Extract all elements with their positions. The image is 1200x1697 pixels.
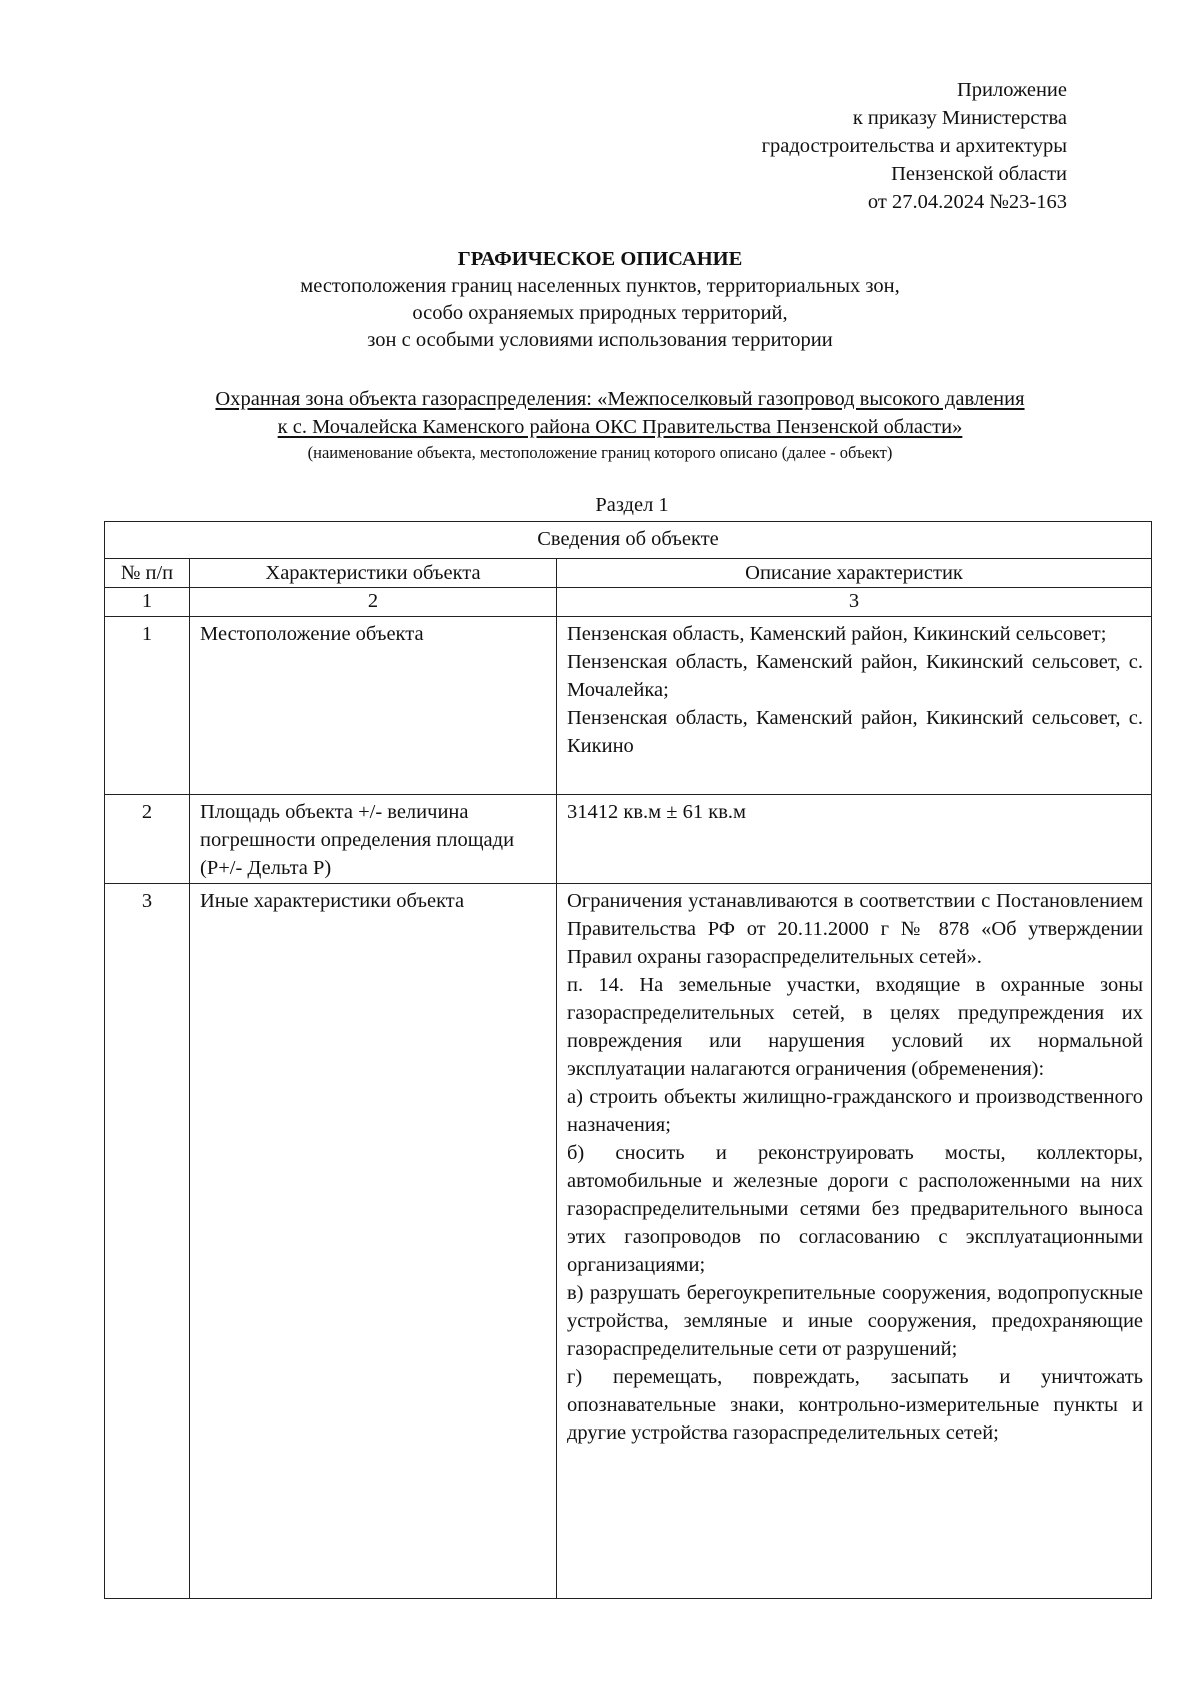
table-row bbox=[105, 617, 1152, 795]
row-description bbox=[557, 884, 1152, 1599]
object-name-line: Охранная зона объекта газораспределения: «Межпоселковый газопровод высокого давления bbox=[215, 388, 1025, 410]
object-name-line: к с. Мочалейска Каменского района ОКС Правительства Пензенской области» bbox=[277, 416, 963, 438]
description-paragraph: Пензенская область, Каменский район, Кикинский сельсовет; bbox=[567, 623, 1107, 645]
row-number: 3 bbox=[105, 884, 190, 1599]
description-paragraph: 31412 кв.м ± 61 кв.м bbox=[567, 801, 746, 823]
description-paragraph: г) перемещать, повреждать, засыпать и уничтожать опознавательные знаки, контрольно-измерительные пункты и другие устройства газораспределительных сетей; bbox=[567, 1366, 1144, 1444]
object-name bbox=[100, 385, 1140, 441]
description-paragraph: п. 14. На земельные участки, входящие в охранные зоны газораспределительных сетей, в целях предупреждения их повреждения или нарушения условий их нормальной эксплуатации налагаются ограничения (обременения): bbox=[567, 974, 1144, 1080]
appendix-line: к приказу Министерства bbox=[852, 107, 1067, 129]
column-number: 1 bbox=[105, 588, 190, 617]
description-paragraph: а) строить объекты жилищно-гражданского и производственного назначения; bbox=[567, 1086, 1144, 1136]
title-block bbox=[0, 246, 1200, 354]
row-characteristic: Площадь объекта +/- величина погрешности определения площади (Р+/- Дельта Р) bbox=[190, 795, 557, 884]
header-description: Описание характеристик bbox=[557, 559, 1152, 588]
section-label: Раздел 1 bbox=[595, 494, 669, 516]
column-number: 3 bbox=[557, 588, 1152, 617]
document-subtitle-line: зон с особыми условиями использования территории bbox=[367, 329, 833, 351]
row-characteristic: Местоположение объекта bbox=[190, 617, 557, 795]
header-characteristic: Характеристики объекта bbox=[190, 559, 557, 588]
description-paragraph: в) разрушать берегоукрепительные сооружения, водопропускные устройства, земляные и иные сооружения, предохраняющие газораспределительные сети от разрушений; bbox=[567, 1282, 1144, 1360]
object-name-note: (наименование объекта, местоположение границ которого описано (далее - объект) bbox=[307, 443, 893, 462]
description-paragraph: Ограничения устанавливаются в соответствии с Постановлением Правительства РФ от 20.11.2000 г № 878 «Об утверждении Правил охраны газораспределительных сетей». bbox=[567, 890, 1144, 968]
row-description bbox=[557, 795, 1152, 884]
header-number: № п/п bbox=[105, 559, 190, 588]
description-paragraph: Пензенская область, Каменский район, Кикинский сельсовет, с. Мочалейка; bbox=[567, 651, 1144, 701]
description-paragraph: Пензенская область, Каменский район, Кикинский сельсовет, с. Кикино bbox=[567, 707, 1144, 757]
table-caption: Сведения об объекте bbox=[105, 522, 1152, 559]
document-title: ГРАФИЧЕСКОЕ ОПИСАНИЕ bbox=[457, 248, 743, 270]
document-subtitle-line: местоположения границ населенных пунктов, территориальных зон, bbox=[300, 275, 900, 297]
document-subtitle-line: особо охраняемых природных территорий, bbox=[412, 302, 788, 324]
appendix-line: Пензенской области bbox=[891, 163, 1067, 185]
object-info-table bbox=[104, 521, 1152, 1599]
row-number: 2 bbox=[105, 795, 190, 884]
row-number: 1 bbox=[105, 617, 190, 795]
table-caption-row bbox=[105, 522, 1152, 559]
description-paragraph: б) сносить и реконструировать мосты, коллекторы, автомобильные и железные дороги с расположенными на них газораспределительными сетями без предварительного выноса этих газопроводов по согласованию с эксплуатационными организациями; bbox=[567, 1142, 1144, 1276]
row-characteristic: Иные характеристики объекта bbox=[190, 884, 557, 1599]
row-description bbox=[557, 617, 1152, 795]
table-header-row bbox=[105, 559, 1152, 588]
appendix-order-date: от 27.04.2024 №23-163 bbox=[867, 191, 1067, 213]
appendix-header bbox=[762, 76, 1067, 216]
appendix-line: Приложение bbox=[956, 79, 1067, 101]
column-number-row bbox=[105, 588, 1152, 617]
table-row bbox=[105, 884, 1152, 1599]
column-number: 2 bbox=[190, 588, 557, 617]
table-row bbox=[105, 795, 1152, 884]
appendix-line: градостроительства и архитектуры bbox=[761, 135, 1067, 157]
